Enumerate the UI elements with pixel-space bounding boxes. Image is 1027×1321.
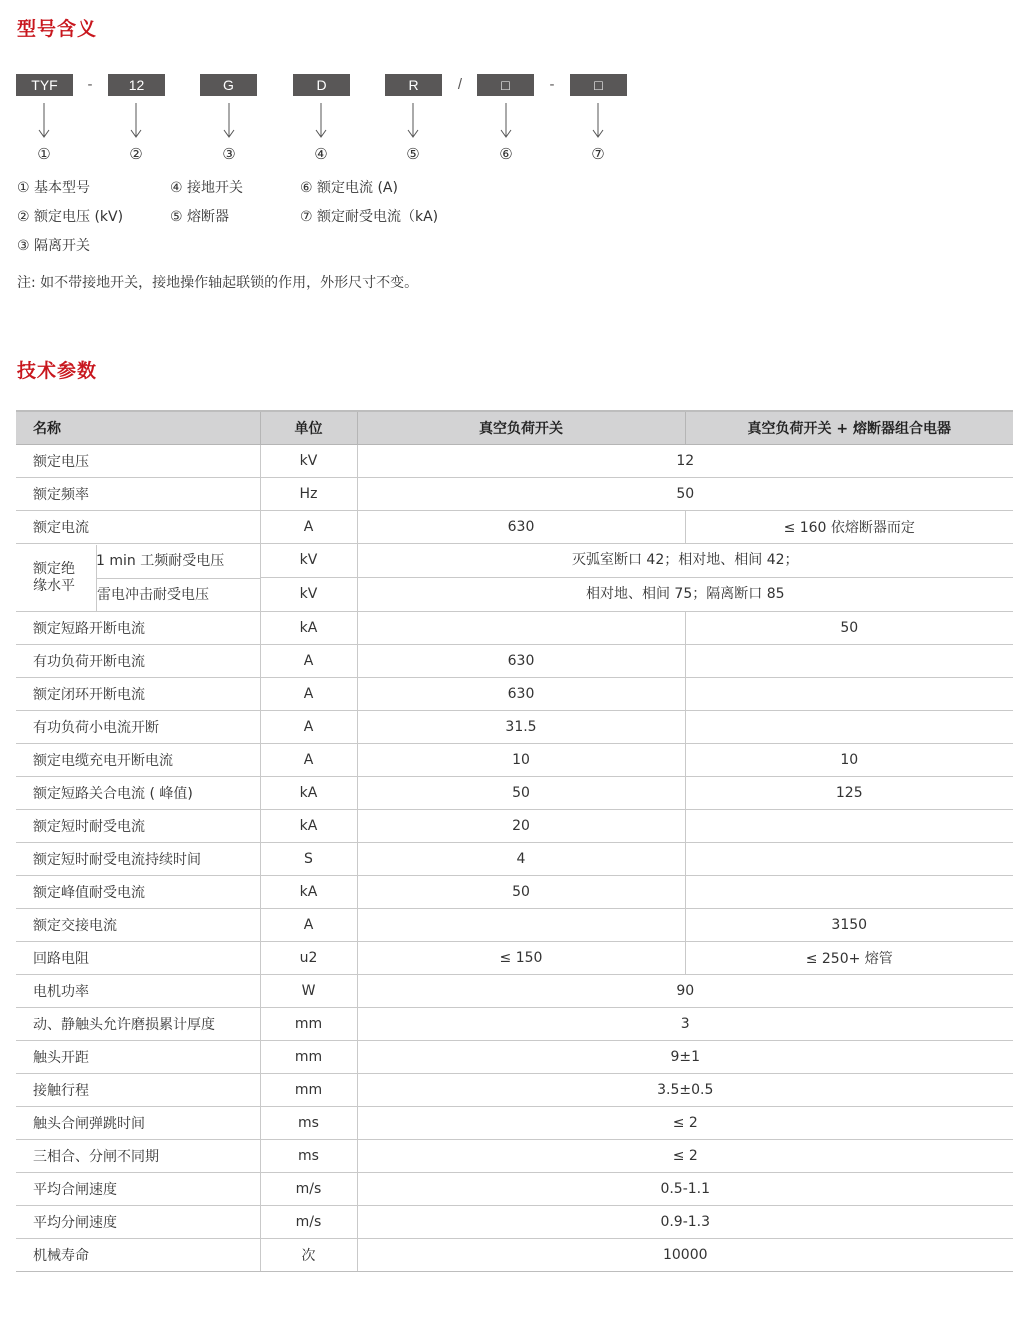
- model-index-2: ②: [129, 145, 143, 163]
- table-row: [16, 678, 1013, 711]
- param-name: 额定短路开断电流: [16, 612, 260, 645]
- param-unit: A: [260, 711, 357, 744]
- param-unit: 次: [260, 1239, 357, 1272]
- param-value: 12: [357, 445, 1013, 478]
- model-separator-2: /: [457, 76, 463, 93]
- param-name: 额定电流: [16, 511, 260, 544]
- section-title-model-meaning: 型号含义: [17, 18, 98, 40]
- model-code-6: □: [477, 74, 534, 96]
- param-unit: u2: [260, 942, 357, 975]
- header-unit: 单位: [260, 411, 357, 445]
- param-unit: mm: [260, 1041, 357, 1074]
- table-row: [16, 777, 1013, 810]
- table-row: [16, 1008, 1013, 1041]
- param-value-combo: [685, 876, 1013, 909]
- table-row: [16, 909, 1013, 942]
- table-row: [16, 1173, 1013, 1206]
- table-row: [16, 544, 1013, 612]
- param-name: 有功负荷小电流开断: [16, 711, 260, 744]
- param-name: 额定电压: [16, 445, 260, 478]
- param-name: 额定短时耐受电流持续时间: [16, 843, 260, 876]
- legend-item: ⑦ 额定耐受电流（kA): [300, 209, 439, 225]
- param-name: 动、静触头允许磨损累计厚度: [16, 1008, 260, 1041]
- param-unit: A: [260, 678, 357, 711]
- insulation-level-label: 额定绝缘水平: [33, 560, 75, 594]
- param-value-switch: 20: [357, 810, 685, 843]
- insulation-level-group: [16, 544, 260, 612]
- param-value-combo: 3150: [685, 909, 1013, 942]
- param-name: 额定电缆充电开断电流: [16, 744, 260, 777]
- model-code-4: D: [293, 74, 350, 96]
- param-unit: m/s: [260, 1206, 357, 1239]
- table-row: [16, 876, 1013, 909]
- param-value: ≤ 2: [357, 1107, 1013, 1140]
- param-value: 9±1: [357, 1041, 1013, 1074]
- param-name: 额定频率: [16, 478, 260, 511]
- param-name: 触头合闸弹跳时间: [16, 1107, 260, 1140]
- param-value: 相对地、相间 75；隔离断口 85: [585, 586, 785, 602]
- param-name: 接触行程: [16, 1074, 260, 1107]
- model-code-2: 12: [108, 74, 165, 96]
- param-unit: W: [260, 975, 357, 1008]
- param-unit: A: [260, 511, 357, 544]
- param-name: 额定短路关合电流 ( 峰值): [16, 777, 260, 810]
- table-row: [16, 1239, 1013, 1272]
- table-row: [16, 810, 1013, 843]
- legend-item: ④ 接地开关: [170, 180, 244, 196]
- table-row: [16, 1074, 1013, 1107]
- model-code-7: □: [570, 74, 627, 96]
- param-name: 额定闭环开断电流: [16, 678, 260, 711]
- legend-item: ① 基本型号: [17, 180, 91, 196]
- param-name: 机械寿命: [16, 1239, 260, 1272]
- param-unit: kA: [260, 876, 357, 909]
- param-unit: m/s: [260, 1173, 357, 1206]
- model-index-6: ⑥: [499, 145, 513, 163]
- param-unit: ms: [260, 1107, 357, 1140]
- model-index-5: ⑤: [406, 145, 420, 163]
- model-note: 注: 如不带接地开关，接地操作轴起联锁的作用，外形尺寸不变。: [17, 275, 419, 291]
- param-value-switch: 630: [357, 511, 685, 544]
- param-unit: S: [260, 843, 357, 876]
- param-value: 灭弧室断口 42；相对地、相间 42；: [358, 544, 1014, 578]
- param-value-combo: ≤ 250+ 熔管: [685, 942, 1013, 975]
- table-row: [16, 975, 1013, 1008]
- param-value: ≤ 2: [357, 1140, 1013, 1173]
- table-row: [16, 942, 1013, 975]
- param-name: 三相合、分闸不同期: [16, 1140, 260, 1173]
- model-code-1: TYF: [16, 74, 73, 96]
- legend-item: ⑥ 额定电流 (A): [300, 180, 398, 196]
- table-row: [16, 478, 1013, 511]
- legend-item: ② 额定电压 (kV): [17, 209, 124, 225]
- table-row: [16, 645, 1013, 678]
- param-value-combo: ≤ 160 依熔断器而定: [685, 511, 1013, 544]
- table-row: [16, 511, 1013, 544]
- param-name: 雷电冲击耐受电压: [97, 586, 209, 603]
- table-header-row: [16, 411, 1013, 445]
- header-vacuum-switch: 真空负荷开关: [357, 411, 685, 445]
- param-value-combo: [685, 711, 1013, 744]
- down-arrow-icon: [406, 103, 420, 139]
- param-unit: kV: [299, 586, 318, 602]
- param-value: 10000: [357, 1239, 1013, 1272]
- model-separator-1: -: [87, 76, 93, 93]
- param-name: 额定峰值耐受电流: [16, 876, 260, 909]
- param-name: 额定短时耐受电流: [16, 810, 260, 843]
- param-value-combo: 125: [685, 777, 1013, 810]
- model-code-3: G: [200, 74, 257, 96]
- param-unit: kV: [260, 445, 357, 478]
- model-index-1: ①: [37, 145, 51, 163]
- down-arrow-icon: [499, 103, 513, 139]
- param-value-switch: 630: [357, 645, 685, 678]
- param-name: 回路电阻: [16, 942, 260, 975]
- param-name: 额定交接电流: [16, 909, 260, 942]
- param-value-switch: 630: [357, 678, 685, 711]
- param-name: 有功负荷开断电流: [16, 645, 260, 678]
- param-value-switch: ≤ 150: [357, 942, 685, 975]
- param-unit: kA: [260, 777, 357, 810]
- param-unit: Hz: [260, 478, 357, 511]
- model-index-7: ⑦: [591, 145, 605, 163]
- down-arrow-icon: [314, 103, 328, 139]
- param-value: 0.9-1.3: [357, 1206, 1013, 1239]
- param-unit: kA: [260, 612, 357, 645]
- param-value-switch: [357, 909, 685, 942]
- param-unit: kV: [261, 544, 357, 578]
- param-unit: ms: [260, 1140, 357, 1173]
- param-value-combo: [685, 645, 1013, 678]
- param-value-combo: [685, 678, 1013, 711]
- section-title-tech-params: 技术参数: [17, 360, 98, 382]
- param-value: 3.5±0.5: [357, 1074, 1013, 1107]
- model-separator-3: -: [549, 76, 555, 93]
- table-row: [16, 711, 1013, 744]
- param-value-combo: [685, 810, 1013, 843]
- param-name: 1 min 工频耐受电压: [96, 545, 260, 579]
- header-name: 名称: [16, 411, 260, 445]
- param-value: 50: [357, 478, 1013, 511]
- table-row: [16, 1140, 1013, 1173]
- param-value-switch: 31.5: [357, 711, 685, 744]
- param-unit: mm: [260, 1008, 357, 1041]
- table-row: [16, 744, 1013, 777]
- table-row: [16, 1041, 1013, 1074]
- param-unit: mm: [260, 1074, 357, 1107]
- param-value-switch: 10: [357, 744, 685, 777]
- param-value-switch: 50: [357, 777, 685, 810]
- param-value: 3: [357, 1008, 1013, 1041]
- legend-item: ⑤ 熔断器: [170, 209, 230, 225]
- tech-params-table: [16, 410, 1013, 1272]
- table-row: [16, 1107, 1013, 1140]
- param-value-combo: 50: [685, 612, 1013, 645]
- param-value-switch: [357, 612, 685, 645]
- param-value-switch: 4: [357, 843, 685, 876]
- header-switch-fuse-combo: 真空负荷开关 + 熔断器组合电器: [685, 411, 1013, 445]
- model-code-5: R: [385, 74, 442, 96]
- table-row: [16, 612, 1013, 645]
- param-name: 平均分闸速度: [16, 1206, 260, 1239]
- param-unit: A: [260, 645, 357, 678]
- param-unit-cell: [260, 544, 357, 612]
- param-unit: A: [260, 909, 357, 942]
- param-value-switch: 50: [357, 876, 685, 909]
- table-row: [16, 843, 1013, 876]
- param-name: 平均合闸速度: [16, 1173, 260, 1206]
- table-row: [16, 445, 1013, 478]
- param-unit: A: [260, 744, 357, 777]
- param-value-cell: [357, 544, 1013, 612]
- down-arrow-icon: [222, 103, 236, 139]
- param-value: 90: [357, 975, 1013, 1008]
- down-arrow-icon: [591, 103, 605, 139]
- param-unit: kA: [260, 810, 357, 843]
- param-name: 触头开距: [16, 1041, 260, 1074]
- model-index-4: ④: [314, 145, 328, 163]
- down-arrow-icon: [129, 103, 143, 139]
- down-arrow-icon: [37, 103, 51, 139]
- param-value-combo: [685, 843, 1013, 876]
- table-row: [16, 1206, 1013, 1239]
- model-index-3: ③: [222, 145, 236, 163]
- param-value-combo: 10: [685, 744, 1013, 777]
- legend-item: ③ 隔离开关: [17, 238, 91, 254]
- param-value: 0.5-1.1: [357, 1173, 1013, 1206]
- param-name: 电机功率: [16, 975, 260, 1008]
